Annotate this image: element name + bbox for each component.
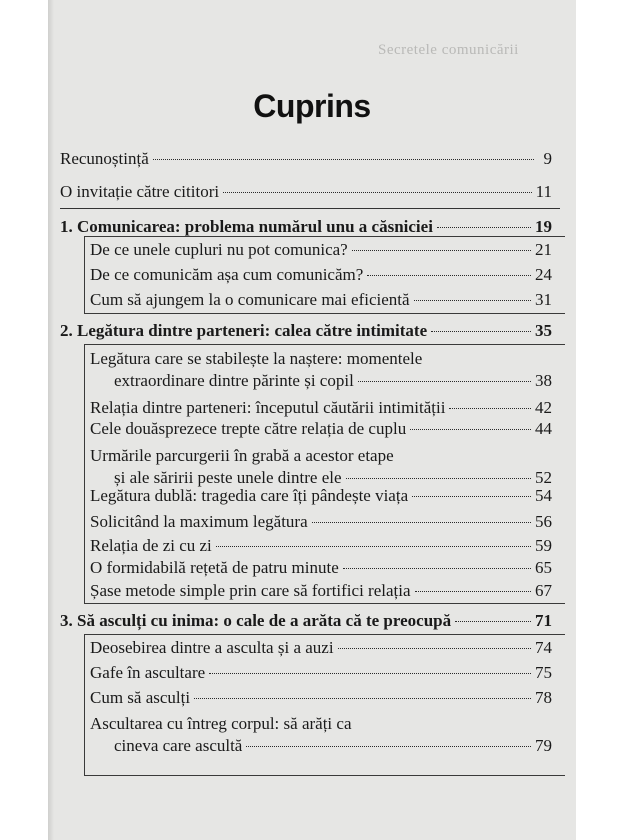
toc-entry: Ascultarea cu întreg corpul: să arăți ca cineva care ascultă 79 — [90, 714, 552, 755]
toc-entry: Solicitând la maximum legătura 56 — [90, 512, 552, 531]
toc-entry: Șase metode simple prin care să fortifici relația 67 — [90, 581, 552, 600]
toc-entry: Gafe în ascultare 75 — [90, 663, 552, 682]
toc-entry-acknowledgments: Recunoștință 9 — [60, 149, 552, 168]
toc-entry: De ce unele cupluri nu pot comunica? 21 — [90, 240, 552, 259]
chapter-heading-3: 3. Să asculți cu inima: o cale de a arăta că te preocupă 71 — [60, 611, 552, 630]
toc-entry: Legătura care se stabilește la naștere: momentele extraordinare dintre părinte și copil 38 — [90, 349, 552, 390]
toc-entry: Urmările parcurgerii în grabă a acestor etape și ale săririi peste unele dintre ele 52 — [90, 446, 552, 487]
toc-entry: Relația dintre parteneri: începutul căutării intimității 42 — [90, 398, 552, 417]
chapter-heading-1: 1. Comunicarea: problema numărul unu a căsniciei 19 — [60, 217, 552, 236]
toc-entry: Cele douăsprezece trepte către relația de cuplu 44 — [90, 419, 552, 438]
book-page — [48, 0, 576, 840]
running-header: Secretele comunicării — [378, 42, 519, 58]
page-title: Cuprins — [253, 88, 371, 124]
toc-entry: Relația de zi cu zi 59 — [90, 536, 552, 555]
toc-entry: De ce comunicăm așa cum comunicăm? 24 — [90, 265, 552, 284]
toc-entry: Deosebirea dintre a asculta și a auzi 74 — [90, 638, 552, 657]
toc-entry: Cum să ajungem la o comunicare mai eficientă 31 — [90, 290, 552, 309]
toc-entry: Legătura dublă: tragedia care îți pândește viața 54 — [90, 486, 552, 505]
toc-entry: O formidabilă rețetă de patru minute 65 — [90, 558, 552, 577]
toc-entry-invitation: O invitație către cititori 11 — [60, 182, 552, 201]
divider — [60, 208, 560, 209]
toc-entry: Cum să asculți 78 — [90, 688, 552, 707]
chapter-heading-2: 2. Legătura dintre parteneri: calea către intimitate 35 — [60, 321, 552, 340]
